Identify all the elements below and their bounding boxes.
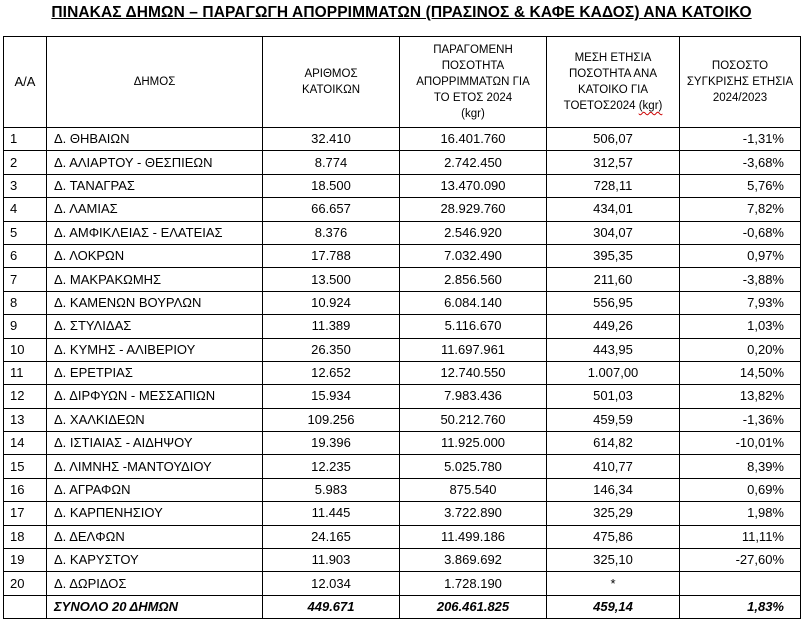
table-row	[4, 502, 801, 525]
cell-average: 728,11	[547, 174, 680, 197]
cell-population: 18.500	[263, 174, 400, 197]
cell-production: 50.212.760	[400, 408, 547, 431]
header-average-text: ΜΕΣΗ ΕΤΗΣΙΑ ΠΟΣΟΤΗΤΑ ΑΝΑ ΚΑΤΟΙΚΟ ΓΙΑ ΤΟΕΤΟΣ2024	[563, 52, 658, 112]
cell-dimos: Δ. ΚΑΡΥΣΤΟΥ	[47, 549, 263, 572]
cell-aa: 2	[4, 151, 47, 174]
total-change: 1,83%	[680, 595, 801, 618]
cell-change: -0,68%	[680, 221, 801, 244]
cell-average: *	[547, 572, 680, 595]
table-row	[4, 291, 801, 314]
table-row	[4, 572, 801, 595]
header-production	[400, 37, 547, 128]
total-population: 449.671	[263, 595, 400, 618]
cell-aa: 20	[4, 572, 47, 595]
cell-average: 556,95	[547, 291, 680, 314]
cell-dimos: Δ. ΛΟΚΡΩΝ	[47, 244, 263, 267]
total-label: ΣΥΝΟΛΟ 20 ΔΗΜΩΝ	[47, 595, 263, 618]
header-aa-text: Α/Α	[14, 74, 36, 89]
cell-aa: 16	[4, 478, 47, 501]
cell-dimos: Δ. ΑΜΦΙΚΛΕΙΑΣ - ΕΛΑΤΕΙΑΣ	[47, 221, 263, 244]
cell-change: 1,98%	[680, 502, 801, 525]
cell-dimos: Δ. ΤΑΝΑΓΡΑΣ	[47, 174, 263, 197]
table-row	[4, 361, 801, 384]
cell-change: 1,03%	[680, 315, 801, 338]
header-production-unit: (kgr)	[461, 108, 485, 120]
cell-production: 16.401.760	[400, 128, 547, 151]
cell-population: 26.350	[263, 338, 400, 361]
cell-population: 8.774	[263, 151, 400, 174]
table-row	[4, 268, 801, 291]
cell-aa: 15	[4, 455, 47, 478]
cell-change: 14,50%	[680, 361, 801, 384]
cell-aa: 12	[4, 385, 47, 408]
cell-average: 325,29	[547, 502, 680, 525]
cell-aa: 11	[4, 361, 47, 384]
cell-change: 8,39%	[680, 455, 801, 478]
cell-population: 109.256	[263, 408, 400, 431]
header-population-text: ΑΡΙΘΜΟΣ ΚΑΤΟΙΚΩΝ	[301, 68, 361, 96]
table-row	[4, 549, 801, 572]
cell-average: 211,60	[547, 268, 680, 291]
cell-change: 0,69%	[680, 478, 801, 501]
cell-production: 2.856.560	[400, 268, 547, 291]
table-row	[4, 525, 801, 548]
header-row	[4, 37, 801, 128]
cell-average: 449,26	[547, 315, 680, 338]
cell-population: 11.445	[263, 502, 400, 525]
table-body	[4, 128, 801, 596]
table-row	[4, 408, 801, 431]
cell-aa: 3	[4, 174, 47, 197]
cell-average: 506,07	[547, 128, 680, 151]
cell-production: 12.740.550	[400, 361, 547, 384]
cell-aa: 7	[4, 268, 47, 291]
cell-dimos: Δ. ΚΑΜΕΝΩΝ ΒΟΥΡΛΩΝ	[47, 291, 263, 314]
cell-change: 7,82%	[680, 198, 801, 221]
cell-change: 0,97%	[680, 244, 801, 267]
cell-production: 11.925.000	[400, 432, 547, 455]
table-row	[4, 198, 801, 221]
total-row	[4, 595, 801, 618]
cell-change: -3,68%	[680, 151, 801, 174]
cell-dimos: Δ. ΔΙΡΦΥΩΝ - ΜΕΣΣΑΠΙΩΝ	[47, 385, 263, 408]
cell-change	[680, 572, 801, 595]
cell-production: 7.032.490	[400, 244, 547, 267]
cell-average: 410,77	[547, 455, 680, 478]
table-row	[4, 455, 801, 478]
cell-change: -10,01%	[680, 432, 801, 455]
cell-average: 395,35	[547, 244, 680, 267]
cell-population: 15.934	[263, 385, 400, 408]
cell-dimos: Δ. ΛΑΜΙΑΣ	[47, 198, 263, 221]
table-row	[4, 478, 801, 501]
cell-dimos: Δ. ΚΑΡΠΕΝΗΣΙΟΥ	[47, 502, 263, 525]
cell-aa: 5	[4, 221, 47, 244]
total-aa-cell	[4, 595, 47, 618]
header-average-unit: (kgr)	[638, 100, 663, 112]
cell-population: 10.924	[263, 291, 400, 314]
cell-population: 19.396	[263, 432, 400, 455]
cell-dimos: Δ. ΣΤΥΛΙΔΑΣ	[47, 315, 263, 338]
cell-change: 11,11%	[680, 525, 801, 548]
table-row	[4, 221, 801, 244]
page-title: ΠΙΝΑΚΑΣ ΔΗΜΩΝ – ΠΑΡΑΓΩΓΗ ΑΠΟΡΡΙΜΜΑΤΩΝ (ΠΡΑΣΙΝΟΣ & ΚΑΦΕ ΚΑΔΟΣ) ΑΝΑ ΚΑΤΟΙΚΟ	[51, 4, 752, 21]
cell-change: 13,82%	[680, 385, 801, 408]
header-dimos-text: ΔΗΜΟΣ	[133, 76, 176, 88]
header-production-text: ΠΑΡΑΓΟΜΕΝΗ ΠΟΣΟΤΗΤΑ ΑΠΟΡΡΙΜΜΑΤΩΝ ΓΙΑ ΤΟ ΕΤΟΣ 2024	[416, 44, 530, 104]
cell-aa: 9	[4, 315, 47, 338]
table-row	[4, 151, 801, 174]
cell-population: 66.657	[263, 198, 400, 221]
cell-dimos: Δ. ΔΕΛΦΩΝ	[47, 525, 263, 548]
cell-aa: 19	[4, 549, 47, 572]
cell-aa: 4	[4, 198, 47, 221]
cell-aa: 17	[4, 502, 47, 525]
cell-production: 5.116.670	[400, 315, 547, 338]
cell-change: 7,93%	[680, 291, 801, 314]
header-population	[263, 37, 400, 128]
cell-average: 312,57	[547, 151, 680, 174]
cell-population: 12.652	[263, 361, 400, 384]
table-row	[4, 244, 801, 267]
table-row	[4, 385, 801, 408]
cell-average: 614,82	[547, 432, 680, 455]
cell-production: 2.742.450	[400, 151, 547, 174]
cell-average: 475,86	[547, 525, 680, 548]
cell-population: 11.389	[263, 315, 400, 338]
header-aa	[4, 37, 47, 128]
header-change-text: ΠΟΣΟΣΤΟ ΣΥΓΚΡΙΣΗΣ ΕΤΗΣΙΑ 2024/2023	[686, 60, 794, 104]
table-row	[4, 174, 801, 197]
cell-change: -1,31%	[680, 128, 801, 151]
cell-average: 459,59	[547, 408, 680, 431]
cell-production: 7.983.436	[400, 385, 547, 408]
cell-population: 5.983	[263, 478, 400, 501]
total-average: 459,14	[547, 595, 680, 618]
cell-change: 5,76%	[680, 174, 801, 197]
cell-aa: 14	[4, 432, 47, 455]
cell-aa: 10	[4, 338, 47, 361]
total-production: 206.461.825	[400, 595, 547, 618]
cell-population: 8.376	[263, 221, 400, 244]
cell-production: 1.728.190	[400, 572, 547, 595]
cell-average: 325,10	[547, 549, 680, 572]
cell-production: 5.025.780	[400, 455, 547, 478]
header-dimos	[47, 37, 263, 128]
cell-population: 12.235	[263, 455, 400, 478]
cell-dimos: Δ. ΑΛΙΑΡΤΟΥ - ΘΕΣΠΙΕΩΝ	[47, 151, 263, 174]
table-row	[4, 128, 801, 151]
waste-table	[3, 36, 801, 619]
cell-aa: 18	[4, 525, 47, 548]
cell-aa: 13	[4, 408, 47, 431]
cell-average: 443,95	[547, 338, 680, 361]
cell-change: 0,20%	[680, 338, 801, 361]
cell-aa: 1	[4, 128, 47, 151]
cell-production: 6.084.140	[400, 291, 547, 314]
cell-average: 501,03	[547, 385, 680, 408]
cell-aa: 6	[4, 244, 47, 267]
cell-dimos: Δ. ΔΩΡΙΔΟΣ	[47, 572, 263, 595]
cell-dimos: Δ. ΛΙΜΝΗΣ -ΜΑΝΤΟΥΔΙΟΥ	[47, 455, 263, 478]
cell-dimos: Δ. ΧΑΛΚΙΔΕΩΝ	[47, 408, 263, 431]
cell-change: -3,88%	[680, 268, 801, 291]
cell-production: 11.499.186	[400, 525, 547, 548]
cell-production: 3.722.890	[400, 502, 547, 525]
cell-population: 12.034	[263, 572, 400, 595]
table-row	[4, 432, 801, 455]
cell-production: 28.929.760	[400, 198, 547, 221]
header-change	[680, 37, 801, 128]
cell-dimos: Δ. ΕΡΕΤΡΙΑΣ	[47, 361, 263, 384]
cell-population: 24.165	[263, 525, 400, 548]
cell-population: 11.903	[263, 549, 400, 572]
cell-dimos: Δ. ΙΣΤΙΑΙΑΣ - ΑΙΔΗΨΟΥ	[47, 432, 263, 455]
cell-production: 875.540	[400, 478, 547, 501]
cell-average: 146,34	[547, 478, 680, 501]
cell-change: -1,36%	[680, 408, 801, 431]
cell-dimos: Δ. ΘΗΒΑΙΩΝ	[47, 128, 263, 151]
table-row	[4, 338, 801, 361]
header-average	[547, 37, 680, 128]
table-row	[4, 315, 801, 338]
cell-production: 2.546.920	[400, 221, 547, 244]
cell-aa: 8	[4, 291, 47, 314]
cell-production: 3.869.692	[400, 549, 547, 572]
cell-population: 32.410	[263, 128, 400, 151]
cell-population: 13.500	[263, 268, 400, 291]
cell-change: -27,60%	[680, 549, 801, 572]
cell-average: 434,01	[547, 198, 680, 221]
cell-dimos: Δ. ΜΑΚΡΑΚΩΜΗΣ	[47, 268, 263, 291]
cell-dimos: Δ. ΚΥΜΗΣ - ΑΛΙΒΕΡΙΟΥ	[47, 338, 263, 361]
cell-production: 13.470.090	[400, 174, 547, 197]
cell-dimos: Δ. ΑΓΡΑΦΩΝ	[47, 478, 263, 501]
cell-production: 11.697.961	[400, 338, 547, 361]
cell-population: 17.788	[263, 244, 400, 267]
cell-average: 1.007,00	[547, 361, 680, 384]
cell-average: 304,07	[547, 221, 680, 244]
